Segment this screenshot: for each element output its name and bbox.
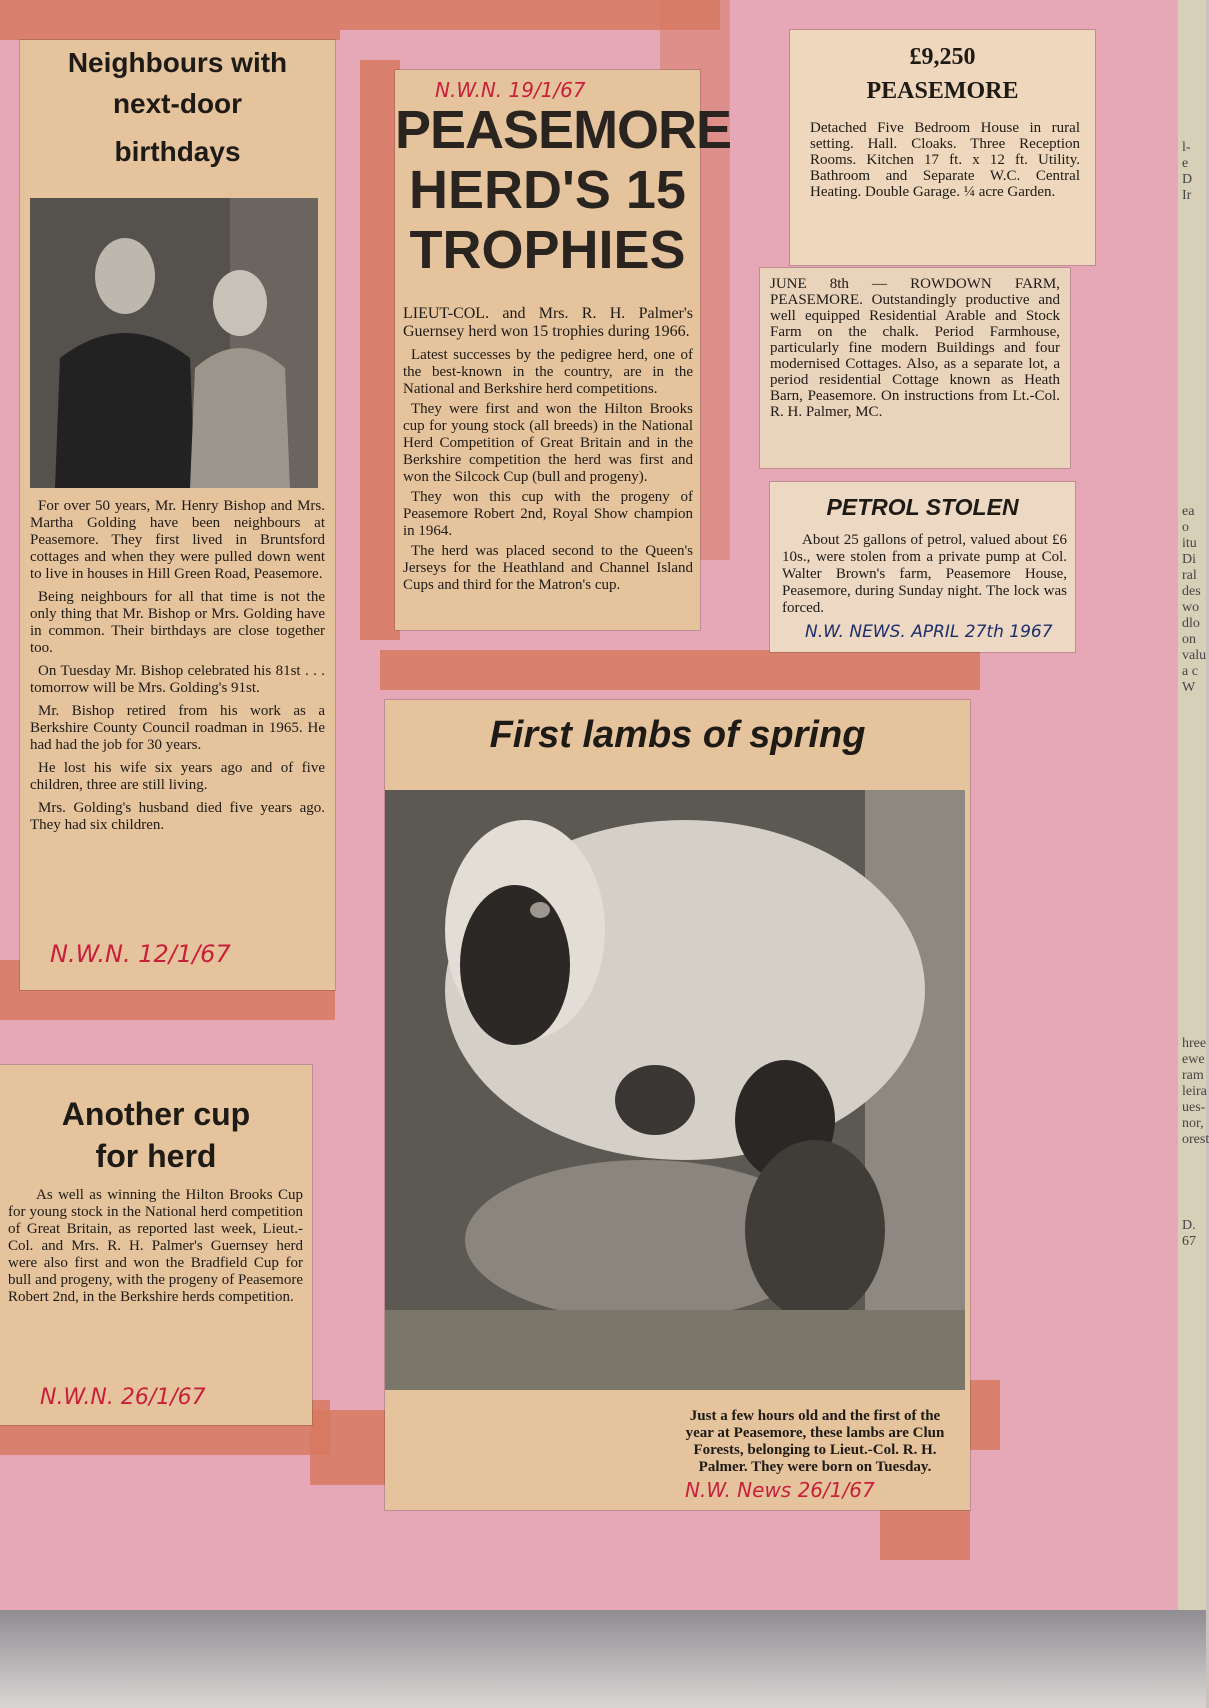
edge-text: ral xyxy=(1182,568,1197,583)
clipping-farm-advert xyxy=(760,268,1070,468)
headline-line: for herd xyxy=(95,1138,217,1174)
photo-caption: Just a few hours old and the first of the year at Peasemore, these lambs are Clun Forests, belonging to Lieut.-Col. R. H. Palmer. They were born on Tuesday. xyxy=(685,1408,945,1475)
neighbours-photo xyxy=(30,198,318,488)
lambs-photo xyxy=(385,790,965,1390)
clipping-petrol-stolen xyxy=(770,482,1075,652)
handwritten-date: N.W.N. 26/1/67 xyxy=(40,1385,206,1410)
handwritten-date: N.W.N. 19/1/67 xyxy=(435,78,586,102)
lambs-illustration xyxy=(385,790,965,1390)
headline-line: Another cup xyxy=(61,1096,251,1132)
article-body: As well as winning the Hilton Brooks Cup for young stock in the National herd competition of Great Britain, as reported last week, Lieut.-Col. and Mrs. R. H. Palmer's Guernsey herd were also first and won the Bradfield Cup for bull and progeny, with the progeny of Peasemore Robert 2nd, in the Berkshire herds competition. xyxy=(8,1187,303,1305)
edge-text: itu xyxy=(1182,536,1197,551)
headline-line: next-door xyxy=(112,88,243,119)
edge-text: hree xyxy=(1182,1036,1207,1051)
edge-text: W xyxy=(1182,680,1196,695)
advert-title: PEASEMORE xyxy=(866,78,1019,104)
edge-text: a c xyxy=(1182,664,1198,679)
headline-line: HERD'S 15 xyxy=(409,160,686,220)
scan-bottom-shadow xyxy=(0,1610,1206,1708)
headline-line: PEASEMORE xyxy=(395,100,732,160)
article-paragraph: Mr. Bishop retired from his work as a Berkshire County Council roadman in 1965. He had had the job for 30 years. xyxy=(30,703,325,753)
article-paragraph: They were first and won the Hilton Brooks cup for young stock (all breeds) in the National Herd Competition of Great Britain and in the Berkshire competition the herd was first and won the Silcock Cup (bull and progeny). xyxy=(403,401,693,485)
edge-text: ues- xyxy=(1182,1100,1206,1115)
edge-text: Ir xyxy=(1182,188,1192,203)
clipping-first-lambs xyxy=(385,700,970,1510)
clipping-herd-trophies xyxy=(395,70,732,630)
article-paragraph: The herd was placed second to the Queen's Jerseys for the Heathland and Channel Island Cups and third for the Matron's cup. xyxy=(403,543,693,593)
headline-line: Neighbours with xyxy=(67,47,288,78)
advert-price: £9,250 xyxy=(909,44,976,70)
handwritten-date: N.W. NEWS. APRIL 27th 1967 xyxy=(805,622,1053,642)
edge-text: on xyxy=(1182,632,1196,647)
clipping-neighbours xyxy=(20,40,335,990)
advert-body: JUNE 8th — ROWDOWN FARM, PEASEMORE. Outstandingly productive and well equipped Residential Arable and Stock Farm on the chalk. Period Farmhouse, particularly fine modern Buildings and four modernised Cottages. Also, as a separate lot, a period residential Cottage known as Heath Barn, Peasemore. On instructions from Lt.-Col. R. H. Palmer, MC. xyxy=(770,276,1060,420)
article-body: About 25 gallons of petrol, valued about £6 10s., were stolen from a private pump at Col. Walter Brown's farm, Peasemore House, Peasemore, during Sunday night. The lock was forced. xyxy=(782,532,1067,616)
edge-text: o xyxy=(1182,520,1189,535)
handwritten-date: N.W. News 26/1/67 xyxy=(685,1478,875,1502)
edge-text: Di xyxy=(1182,552,1196,567)
article-paragraph: For over 50 years, Mr. Henry Bishop and Mrs. Martha Golding have been neighbours at Peasemore. They first lived in Bruntsford cottages and when they were pulled down went to live in houses in Hill Green Road, Peasemore. xyxy=(30,498,325,582)
advert-body: Detached Five Bedroom House in rural setting. Hall. Cloaks. Three Reception Rooms. Kitchen 17 ft. x 12 ft. Utility. Bathroom and Separate W.C. Central Heating. Double Garage. ¼ acre Garden. xyxy=(810,120,1080,200)
edge-text: valu xyxy=(1182,648,1207,663)
tape-strip xyxy=(360,60,400,640)
handwritten-date: N.W.N. 12/1/67 xyxy=(50,940,231,968)
tape-strip xyxy=(0,0,340,40)
neighbours-article-body xyxy=(30,498,325,834)
article-lead-paragraph: LIEUT-COL. and Mrs. R. H. Palmer's Guernsey herd won 15 trophies during 1966. xyxy=(403,305,693,340)
article-paragraph: On Tuesday Mr. Bishop celebrated his 81st . . . tomorrow will be Mrs. Golding's 91st. xyxy=(30,663,325,696)
herd-article-body xyxy=(403,305,693,594)
edge-text: D xyxy=(1182,172,1193,187)
article-title: PETROL STOLEN xyxy=(826,494,1019,520)
edge-text: ea xyxy=(1182,504,1195,519)
edge-text: ram xyxy=(1182,1068,1204,1083)
edge-text: dlo xyxy=(1182,616,1200,631)
tape-strip xyxy=(380,650,980,690)
edge-text: l- xyxy=(1182,140,1191,155)
article-paragraph: Latest successes by the pedigree herd, one of the best-known in the country, are in the National and Berkshire herd competitions. xyxy=(403,347,693,397)
edge-text: 67 xyxy=(1182,1234,1196,1249)
edge-text: orest xyxy=(1182,1132,1209,1147)
article-paragraph: Being neighbours for all that time is not the only thing that Mr. Bishop or Mrs. Golding have in common. Their birthdays are close together too. xyxy=(30,589,325,656)
article-paragraph: He lost his wife six years ago and of five children, three are still living. xyxy=(30,760,325,793)
edge-text: des xyxy=(1182,584,1201,599)
headline-line: birthdays xyxy=(114,136,241,167)
headline-line: TROPHIES xyxy=(409,220,686,280)
edge-text: ewe xyxy=(1182,1052,1205,1067)
article-paragraph: Mrs. Golding's husband died five years ago. They had six children. xyxy=(30,800,325,833)
edge-text: D. xyxy=(1182,1218,1196,1233)
edge-text: leira xyxy=(1182,1084,1207,1099)
clipping-house-advert xyxy=(790,30,1095,265)
photo-figures-illustration xyxy=(30,198,318,488)
edge-text: wo xyxy=(1182,600,1200,615)
article-title: First lambs of spring xyxy=(489,714,866,756)
clipping-another-cup xyxy=(0,1065,312,1425)
edge-text: e xyxy=(1182,156,1189,171)
next-page-edge xyxy=(1178,0,1209,1610)
edge-text: nor, xyxy=(1182,1116,1204,1131)
article-paragraph: They won this cup with the progeny of Peasemore Robert 2nd, Royal Show champion in 1964. xyxy=(403,489,693,539)
